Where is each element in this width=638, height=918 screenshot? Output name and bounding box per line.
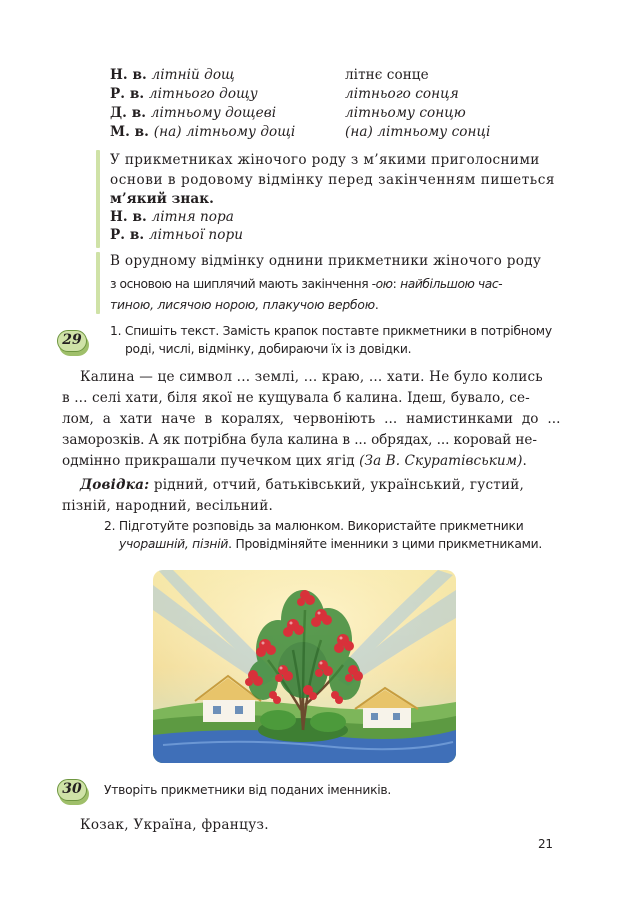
- page-number: 21: [538, 837, 553, 851]
- masc-form: літньому дощеві: [150, 105, 277, 121]
- task-line: 2. Підготуйте розповідь за малюнком. Використайте прикметники: [104, 519, 524, 533]
- rule-bar: [96, 150, 100, 248]
- task-line: [104, 535, 542, 553]
- case-label: Н. в.: [110, 67, 152, 83]
- masc-form: літнього дощу: [148, 86, 258, 102]
- hint-label: Довідка:: [80, 477, 150, 493]
- rule-ending: -ою: [371, 277, 393, 291]
- neut-form: літньому сонцю: [345, 105, 466, 121]
- case-label: Н. в.: [110, 209, 152, 225]
- example-text: літня пора: [151, 209, 234, 225]
- rule-line: основи в родовому відмінку перед закінченням пишеться: [110, 172, 556, 188]
- text-line: лом, а хати наче в коралях, червоніють ... намистинками до ...: [62, 411, 561, 427]
- source-attribution: (За В. Скуратівським): [359, 453, 523, 469]
- case-label: Р. в.: [110, 227, 149, 243]
- illustration-svg: [153, 570, 456, 763]
- example-text: літньої пори: [148, 227, 244, 243]
- neut-form: літнього сонця: [345, 86, 459, 102]
- declension-row: [110, 85, 258, 103]
- text-line: [62, 451, 562, 472]
- exercise-number-badge: 29: [57, 330, 87, 352]
- text-line: Калина — це символ ... землі, ... краю, ... хати. Не було колись: [80, 369, 543, 385]
- case-label: М. в.: [110, 124, 154, 140]
- task-line: Утворіть прикметники від поданих іменників.: [104, 783, 392, 797]
- rule-example: найбільшою час-: [400, 277, 503, 291]
- source-period: .: [522, 453, 527, 469]
- declension-row: [110, 104, 276, 122]
- rule-period: .: [374, 298, 379, 312]
- neut-form: літнє сонце: [345, 67, 429, 83]
- declension-row: [110, 66, 235, 84]
- task-1: [110, 322, 552, 358]
- case-label: Р. в.: [110, 86, 149, 102]
- declension-row: [110, 123, 295, 141]
- rule-soft-sign: [110, 150, 560, 244]
- word-list: Козак, Україна, француз.: [80, 817, 269, 833]
- viburnum-illustration: [153, 570, 456, 763]
- task-line: 1. Спишіть текст. Замість крапок поставте прикметники в потрібному: [110, 324, 552, 338]
- rule-line: [110, 272, 560, 293]
- neut-form: (на) літньому сонці: [345, 124, 491, 140]
- masc-form: літній дощ: [151, 67, 235, 83]
- rule-instrumental: [110, 251, 560, 314]
- task-line: роді, числі, відмінку, добираючи їх із довідки.: [125, 342, 412, 356]
- rule-colon: :: [392, 277, 401, 291]
- rule-example: тиною, лисячою норою, плакучою вербою: [110, 298, 375, 312]
- rule-line: [110, 293, 560, 314]
- masc-form: (на) літньому дощі: [153, 124, 296, 140]
- rule-example: [110, 226, 560, 244]
- exercise-text: [62, 367, 562, 517]
- rule-line: У прикметниках жіночого роду з м’якими приголосними: [110, 152, 540, 168]
- task-2: [104, 517, 542, 553]
- rule-line-bold: м’який знак.: [110, 191, 214, 207]
- text-segment: одмінно прикрашали пучечком цих ягід: [62, 453, 355, 469]
- case-label: Д. в.: [110, 105, 151, 121]
- rule-example: [110, 208, 560, 226]
- rule-line: В орудному відмінку однини прикметники жіночого роду: [110, 253, 542, 269]
- hint-words: рідний, отчий, батьківський, український, густий,: [153, 477, 525, 493]
- hint-line: [62, 475, 562, 496]
- task-text: . Провідміняйте іменники з цими прикметниками.: [228, 537, 543, 551]
- task-adjectives: учорашній, пізній: [119, 537, 229, 551]
- text-line: в ... селі хати, біля якої не кущувала б калина. Ідеш, бувало, се-: [62, 390, 530, 406]
- text-line: заморозків. А як потрібна була калина в ... обрядах, ... коровай не-: [62, 432, 537, 448]
- hint-line: пізній, народний, весільний.: [62, 498, 273, 514]
- exercise-number-badge: 30: [57, 779, 87, 801]
- rule-text: з основою на шиплячий мають закінчення: [110, 277, 372, 291]
- rule-bar: [96, 252, 100, 314]
